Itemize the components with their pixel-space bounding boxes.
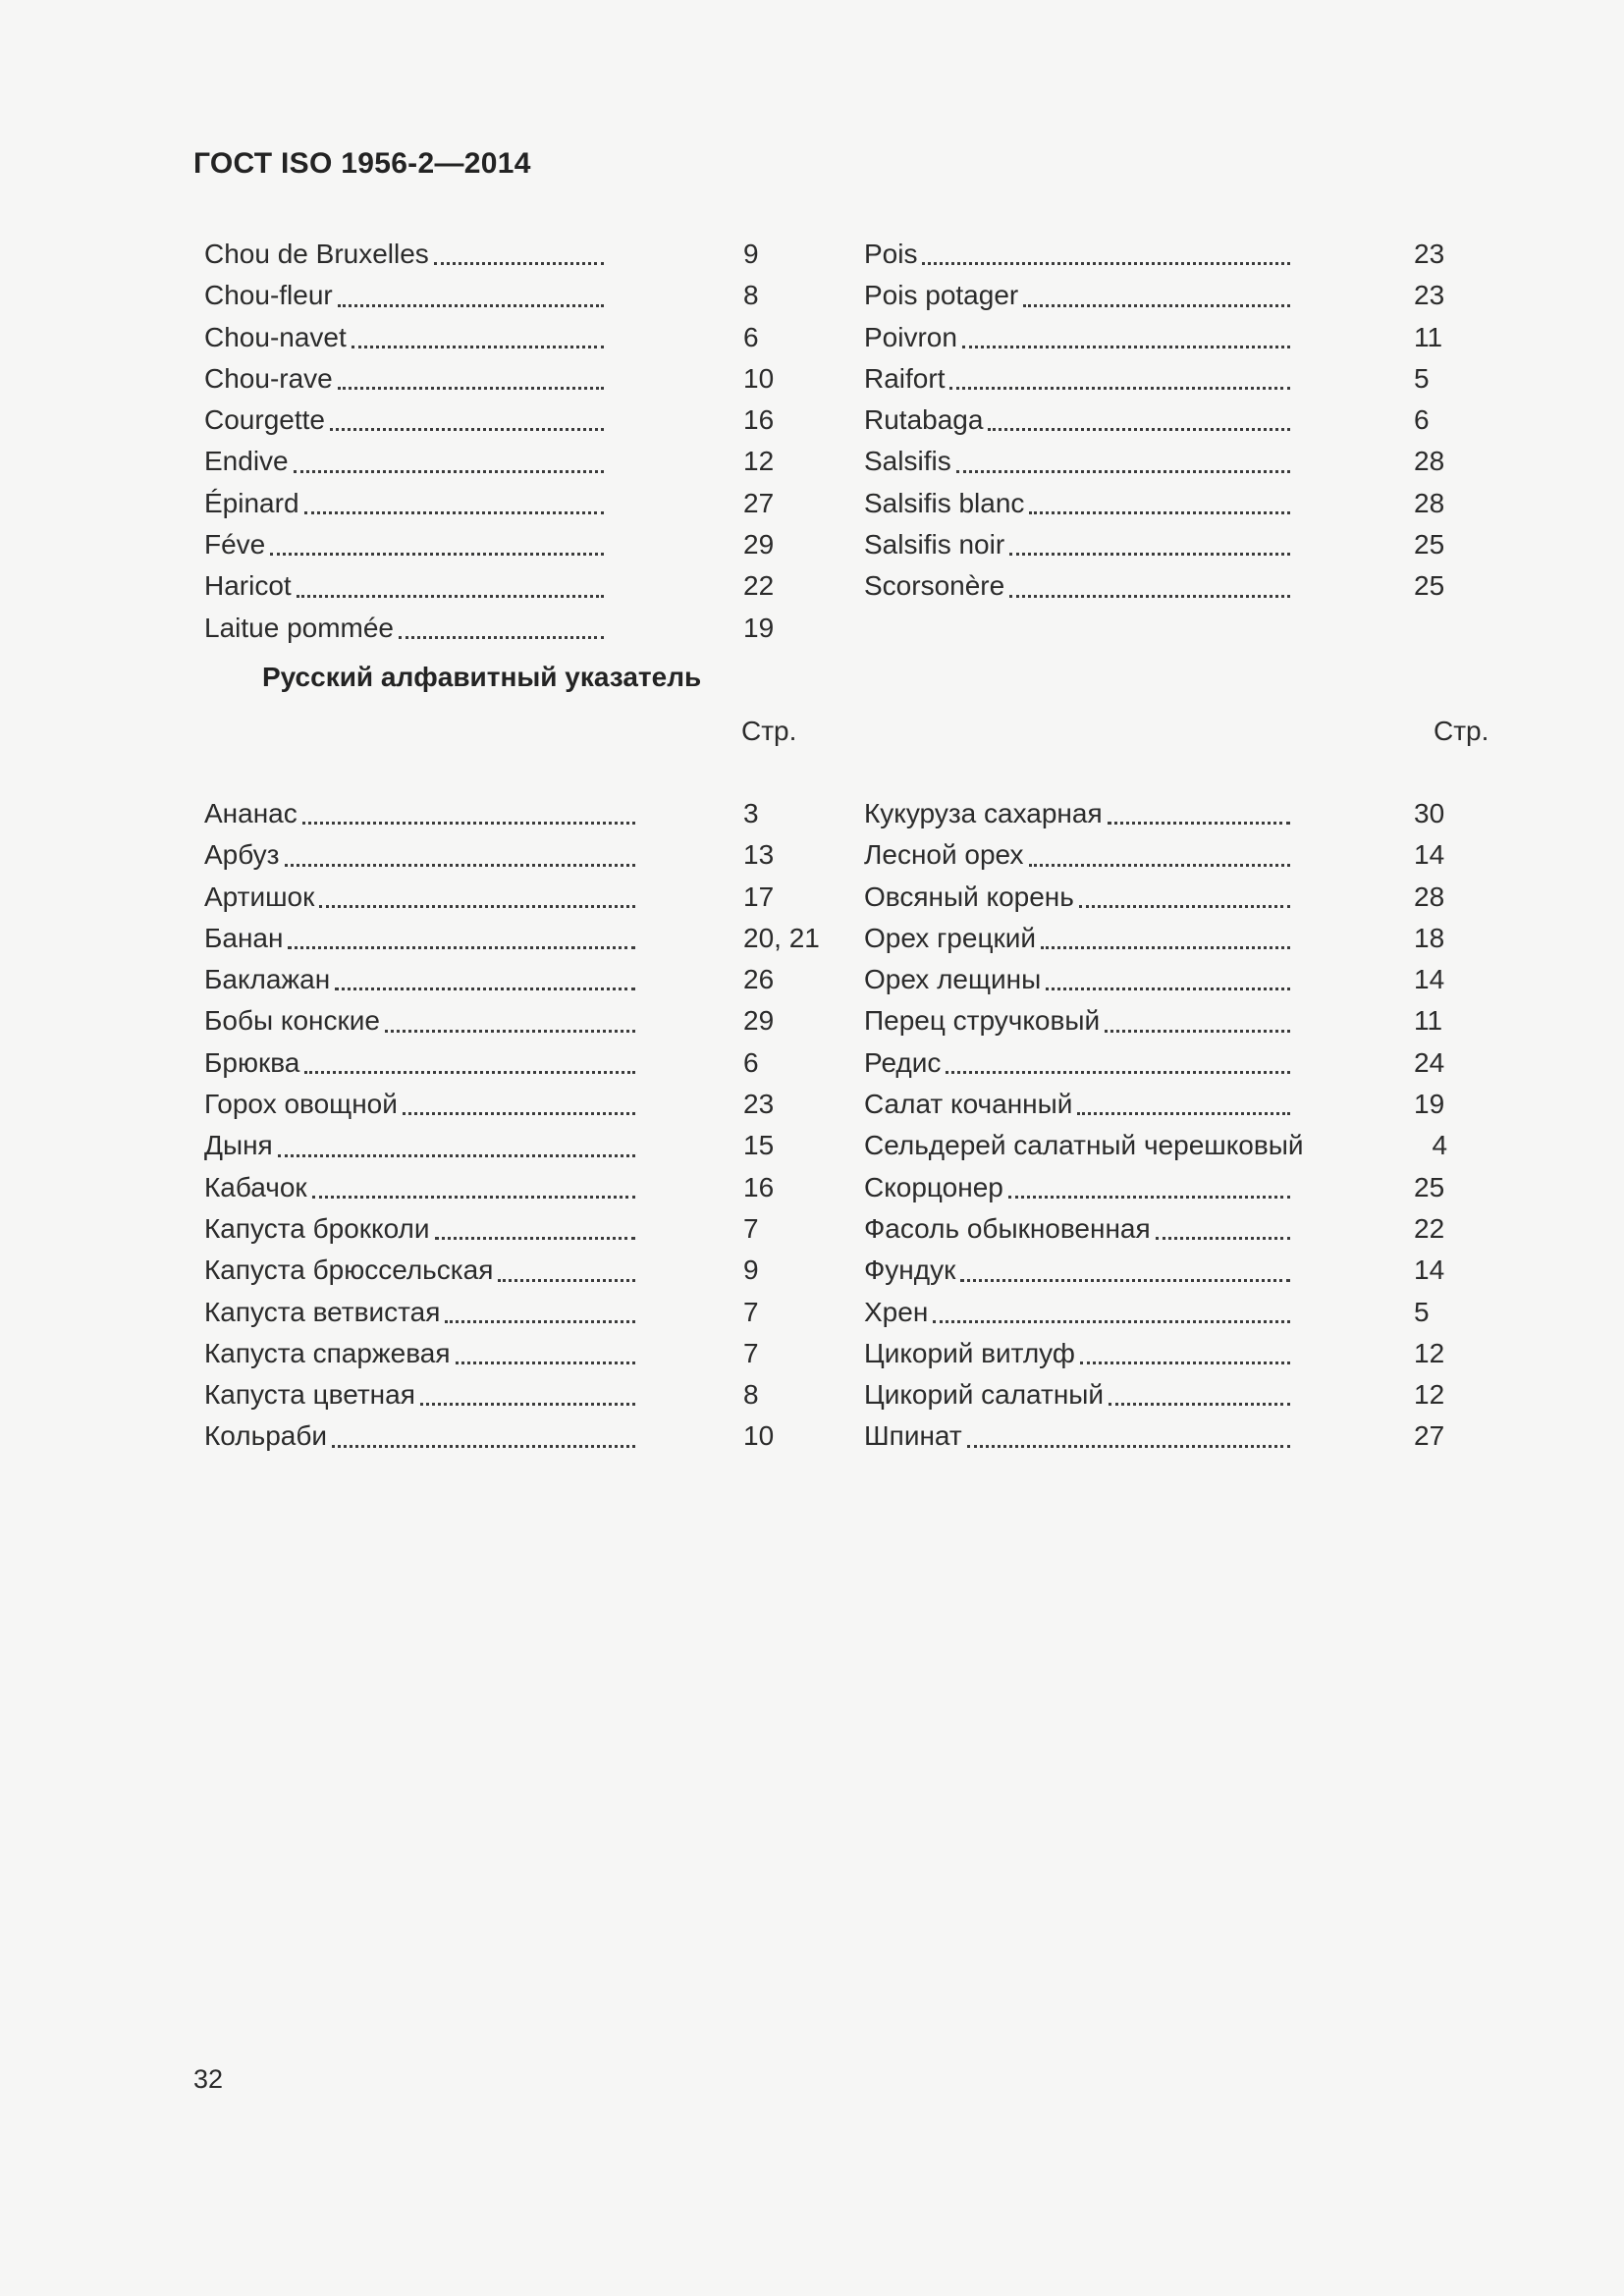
index-page-number: 15 xyxy=(743,1130,775,1161)
index-page-number: 6 xyxy=(1414,404,1430,436)
index-term: Pois potager xyxy=(864,280,1019,311)
index-entry-row xyxy=(864,275,1497,316)
index-entry-row xyxy=(204,918,820,959)
index-page-number: 20, 21 xyxy=(743,922,820,953)
index-term: Лесной орех xyxy=(864,839,1024,871)
index-term: Капуста цветная xyxy=(204,1379,415,1411)
index-page-number: 8 xyxy=(743,1379,759,1411)
index-entry-row xyxy=(204,275,808,316)
index-term: Épinard xyxy=(204,487,299,518)
index-term: Перец стручковый xyxy=(864,1005,1101,1037)
dot-leader xyxy=(960,1279,1290,1282)
index-entry-row xyxy=(864,565,1497,607)
index-term: Salsifis xyxy=(864,446,951,477)
dot-leader xyxy=(933,1320,1290,1323)
index-page-number: 6 xyxy=(743,321,759,352)
index-page-number: 13 xyxy=(743,839,775,871)
index-entry-row xyxy=(864,1125,1497,1166)
index-entry-row xyxy=(204,1084,808,1125)
dot-leader xyxy=(434,262,604,265)
index-term: Капуста брюссельская xyxy=(204,1255,494,1286)
index-page-number: 28 xyxy=(1414,487,1445,518)
dot-leader xyxy=(403,1112,635,1115)
index-term: Горох овощной xyxy=(204,1089,398,1120)
index-entry-row xyxy=(864,1333,1497,1374)
index-entry-row xyxy=(204,1125,808,1166)
index-term: Цикорий витлуф xyxy=(864,1337,1075,1368)
index-page-number: 23 xyxy=(743,1089,775,1120)
dot-leader xyxy=(1156,1237,1290,1240)
index-entry-row xyxy=(864,400,1497,441)
index-page-number: 3 xyxy=(743,798,759,828)
index-term: Цикорий салатный xyxy=(864,1379,1105,1411)
index-term: Haricot xyxy=(204,570,292,602)
index-entry-row xyxy=(204,1167,808,1208)
index-term: Féve xyxy=(204,529,266,561)
index-page-number: 10 xyxy=(743,1420,775,1452)
index-page-number: 27 xyxy=(1414,1420,1445,1452)
index-page-number: 25 xyxy=(1414,570,1445,602)
dot-leader xyxy=(297,595,604,598)
index-entry-row xyxy=(204,1292,808,1333)
index-term: Raifort xyxy=(864,362,946,394)
index-entry-row xyxy=(204,1333,808,1374)
index-entry-row xyxy=(204,565,808,607)
dot-leader xyxy=(420,1403,635,1406)
page-column-label-left: Стр. xyxy=(741,716,797,746)
index-page-number: 11 xyxy=(1414,1005,1443,1037)
index-term: Фасоль обыкновенная xyxy=(864,1212,1151,1244)
index-entry-row xyxy=(864,1167,1497,1208)
dot-leader xyxy=(1029,864,1290,867)
index-entry-row xyxy=(864,1292,1497,1333)
dot-leader xyxy=(988,428,1290,431)
dot-leader xyxy=(330,428,604,431)
index-page-number: 30 xyxy=(1414,798,1445,828)
dot-leader xyxy=(498,1279,635,1282)
index-term: Капуста брокколи xyxy=(204,1212,430,1244)
dot-leader xyxy=(319,905,635,908)
index-term: Орех грецкий xyxy=(864,922,1037,953)
index-term: Chou-fleur xyxy=(204,280,333,311)
index-page-number: 6 xyxy=(743,1046,759,1078)
index-page-number: 25 xyxy=(1414,1171,1445,1202)
dot-leader xyxy=(335,988,635,990)
index-term: Salsifis blanc xyxy=(864,487,1025,518)
index-page-number: 9 xyxy=(743,1255,759,1286)
russian-index-left-column xyxy=(204,793,820,1458)
index-entry-row xyxy=(864,1000,1497,1041)
index-page-number: 9 xyxy=(743,239,759,269)
document-code-header: ГОСТ ISO 1956-2—2014 xyxy=(193,147,531,180)
index-term: Salsifis noir xyxy=(864,529,1005,561)
index-term: Chou-rave xyxy=(204,362,333,394)
index-page-number: 17 xyxy=(743,881,775,912)
index-term: Кольраби xyxy=(204,1420,328,1452)
dot-leader xyxy=(332,1445,635,1448)
index-entry-row xyxy=(204,358,808,400)
index-entry-row xyxy=(864,1415,1497,1457)
index-page-number: 29 xyxy=(743,529,775,561)
dot-leader xyxy=(962,346,1290,348)
index-entry-row xyxy=(204,1208,808,1250)
index-term: Chou-navet xyxy=(204,321,347,352)
index-page-number: 23 xyxy=(1414,239,1445,269)
index-entry-row xyxy=(864,1042,1497,1084)
dot-leader xyxy=(352,346,604,348)
index-term: Банан xyxy=(204,922,284,953)
index-term: Сельдерей салатный черешковый xyxy=(864,1130,1304,1161)
index-entry-row xyxy=(864,483,1497,524)
dot-leader xyxy=(1029,511,1290,514)
dot-leader xyxy=(956,470,1290,473)
dot-leader xyxy=(445,1320,635,1323)
index-term: Артишок xyxy=(204,881,315,912)
dot-leader xyxy=(399,636,604,639)
index-term: Шпинат xyxy=(864,1420,962,1452)
index-page-number: 12 xyxy=(743,446,775,477)
index-entry-row xyxy=(204,877,808,918)
index-page-number: 7 xyxy=(743,1296,759,1327)
index-page-number: 19 xyxy=(1414,1089,1445,1120)
russian-index-heading: Русский алфавитный указатель xyxy=(262,662,702,692)
index-term: Rutabaga xyxy=(864,404,984,436)
index-entry-row xyxy=(204,234,808,275)
index-entry-row xyxy=(204,317,808,358)
index-entry-row xyxy=(204,441,808,482)
dot-leader xyxy=(1009,553,1290,556)
dot-leader xyxy=(456,1362,636,1364)
index-term: Pois xyxy=(864,239,918,269)
index-entry-row xyxy=(864,834,1497,876)
dot-leader xyxy=(278,1154,635,1157)
index-page-number: 14 xyxy=(1414,839,1445,871)
index-entry-row xyxy=(864,1084,1497,1125)
index-entry-row xyxy=(864,959,1497,1000)
page-column-label-right: Стр. xyxy=(1434,716,1489,746)
dot-leader xyxy=(1023,304,1290,307)
index-entry-row xyxy=(864,918,1497,959)
index-entry-row xyxy=(204,1415,808,1457)
index-term: Арбуз xyxy=(204,839,280,871)
dot-leader xyxy=(967,1445,1290,1448)
index-term: Скорцонер xyxy=(864,1171,1003,1202)
dot-leader xyxy=(302,822,635,825)
dot-leader xyxy=(435,1237,635,1240)
index-entry-row xyxy=(204,1250,808,1291)
index-term: Хрен xyxy=(864,1296,929,1327)
index-page-number: 29 xyxy=(743,1005,775,1037)
index-entry-row xyxy=(204,793,808,834)
index-term: Кабачок xyxy=(204,1171,307,1202)
index-entry-row xyxy=(864,1250,1497,1291)
dot-leader xyxy=(1108,822,1290,825)
index-page-number: 7 xyxy=(743,1212,759,1244)
page-number-footer: 32 xyxy=(193,2064,224,2094)
index-page-number: 16 xyxy=(743,1171,775,1202)
dot-leader xyxy=(922,262,1290,265)
index-term: Кукуруза сахарная xyxy=(864,798,1103,828)
index-page-number: 14 xyxy=(1414,964,1445,995)
dot-leader xyxy=(294,470,604,473)
dot-leader xyxy=(1109,1403,1290,1406)
index-entry-row xyxy=(204,834,808,876)
index-entry-row xyxy=(204,483,808,524)
index-term: Овсяный корень xyxy=(864,881,1074,912)
dot-leader xyxy=(949,387,1290,390)
index-page-number: 4 xyxy=(1432,1130,1448,1161)
index-page-number: 23 xyxy=(1414,280,1445,311)
index-term: Орех лещины xyxy=(864,964,1042,995)
index-page-number: 24 xyxy=(1414,1046,1445,1078)
index-page-number: 28 xyxy=(1414,446,1445,477)
index-term: Scorsonère xyxy=(864,570,1005,602)
dot-leader xyxy=(1009,595,1290,598)
index-term: Ананас xyxy=(204,798,298,828)
index-entry-row xyxy=(864,793,1497,834)
index-term: Бобы конские xyxy=(204,1005,380,1037)
index-term: Капуста ветвистая xyxy=(204,1296,441,1327)
index-entry-row xyxy=(204,524,808,565)
dot-leader xyxy=(285,864,635,867)
index-entry-row xyxy=(864,317,1497,358)
dot-leader xyxy=(312,1196,635,1199)
dot-leader xyxy=(1008,1196,1290,1199)
dot-leader xyxy=(1041,946,1290,949)
index-entry-row xyxy=(204,1042,808,1084)
russian-index-section xyxy=(204,793,1497,1458)
index-term: Laitue pommée xyxy=(204,612,395,643)
french-index-section xyxy=(204,234,1497,649)
index-entry-row xyxy=(864,1208,1497,1250)
index-entry-row xyxy=(864,1374,1497,1415)
french-index-left-column xyxy=(204,234,808,649)
dot-leader xyxy=(270,553,604,556)
index-page-number: 19 xyxy=(743,612,775,643)
index-term: Редис xyxy=(864,1046,942,1078)
index-term: Фундук xyxy=(864,1255,956,1286)
index-entry-row xyxy=(204,608,808,649)
index-term: Endive xyxy=(204,446,289,477)
french-index-right-column xyxy=(864,234,1497,649)
index-page-number: 11 xyxy=(1414,321,1443,352)
dot-leader xyxy=(288,946,635,949)
index-page-number: 5 xyxy=(1414,1296,1430,1327)
index-entry-row xyxy=(204,1374,808,1415)
index-term: Дыня xyxy=(204,1130,273,1161)
dot-leader xyxy=(1046,988,1290,990)
index-term: Chou de Bruxelles xyxy=(204,239,429,269)
index-entry-row xyxy=(864,524,1497,565)
index-page-number: 26 xyxy=(743,964,775,995)
index-entry-row xyxy=(204,959,808,1000)
index-page-number: 14 xyxy=(1414,1255,1445,1286)
index-page-number: 12 xyxy=(1414,1337,1445,1368)
index-term: Капуста спаржевая xyxy=(204,1337,451,1368)
dot-leader xyxy=(1105,1030,1290,1033)
dot-leader xyxy=(338,387,604,390)
dot-leader xyxy=(304,1071,635,1074)
index-page-number: 8 xyxy=(743,280,759,311)
index-page-number: 18 xyxy=(1414,922,1445,953)
index-entry-row xyxy=(204,1000,808,1041)
index-entry-row xyxy=(864,877,1497,918)
index-page-number: 22 xyxy=(743,570,775,602)
index-page-number: 10 xyxy=(743,362,775,394)
index-entry-row xyxy=(864,358,1497,400)
index-page-number: 7 xyxy=(743,1337,759,1368)
index-entry-row xyxy=(864,441,1497,482)
index-page-number: 27 xyxy=(743,487,775,518)
index-term: Брюква xyxy=(204,1046,300,1078)
dot-leader xyxy=(1079,905,1290,908)
dot-leader xyxy=(946,1071,1290,1074)
dot-leader xyxy=(338,304,604,307)
index-page-number: 16 xyxy=(743,404,775,436)
index-term: Poivron xyxy=(864,321,957,352)
dot-leader xyxy=(1080,1362,1290,1364)
index-page-number: 5 xyxy=(1414,362,1430,394)
index-term: Салат кочанный xyxy=(864,1089,1073,1120)
index-entry-row xyxy=(864,234,1497,275)
index-page-number: 22 xyxy=(1414,1212,1445,1244)
index-page-number: 12 xyxy=(1414,1379,1445,1411)
index-term: Courgette xyxy=(204,404,325,436)
dot-leader xyxy=(304,511,604,514)
index-entry-row xyxy=(204,400,808,441)
index-page-number: 25 xyxy=(1414,529,1445,561)
russian-index-right-column xyxy=(864,793,1497,1458)
index-page-number: 28 xyxy=(1414,881,1445,912)
index-term: Баклажан xyxy=(204,964,331,995)
dot-leader xyxy=(1077,1112,1290,1115)
dot-leader xyxy=(385,1030,635,1033)
